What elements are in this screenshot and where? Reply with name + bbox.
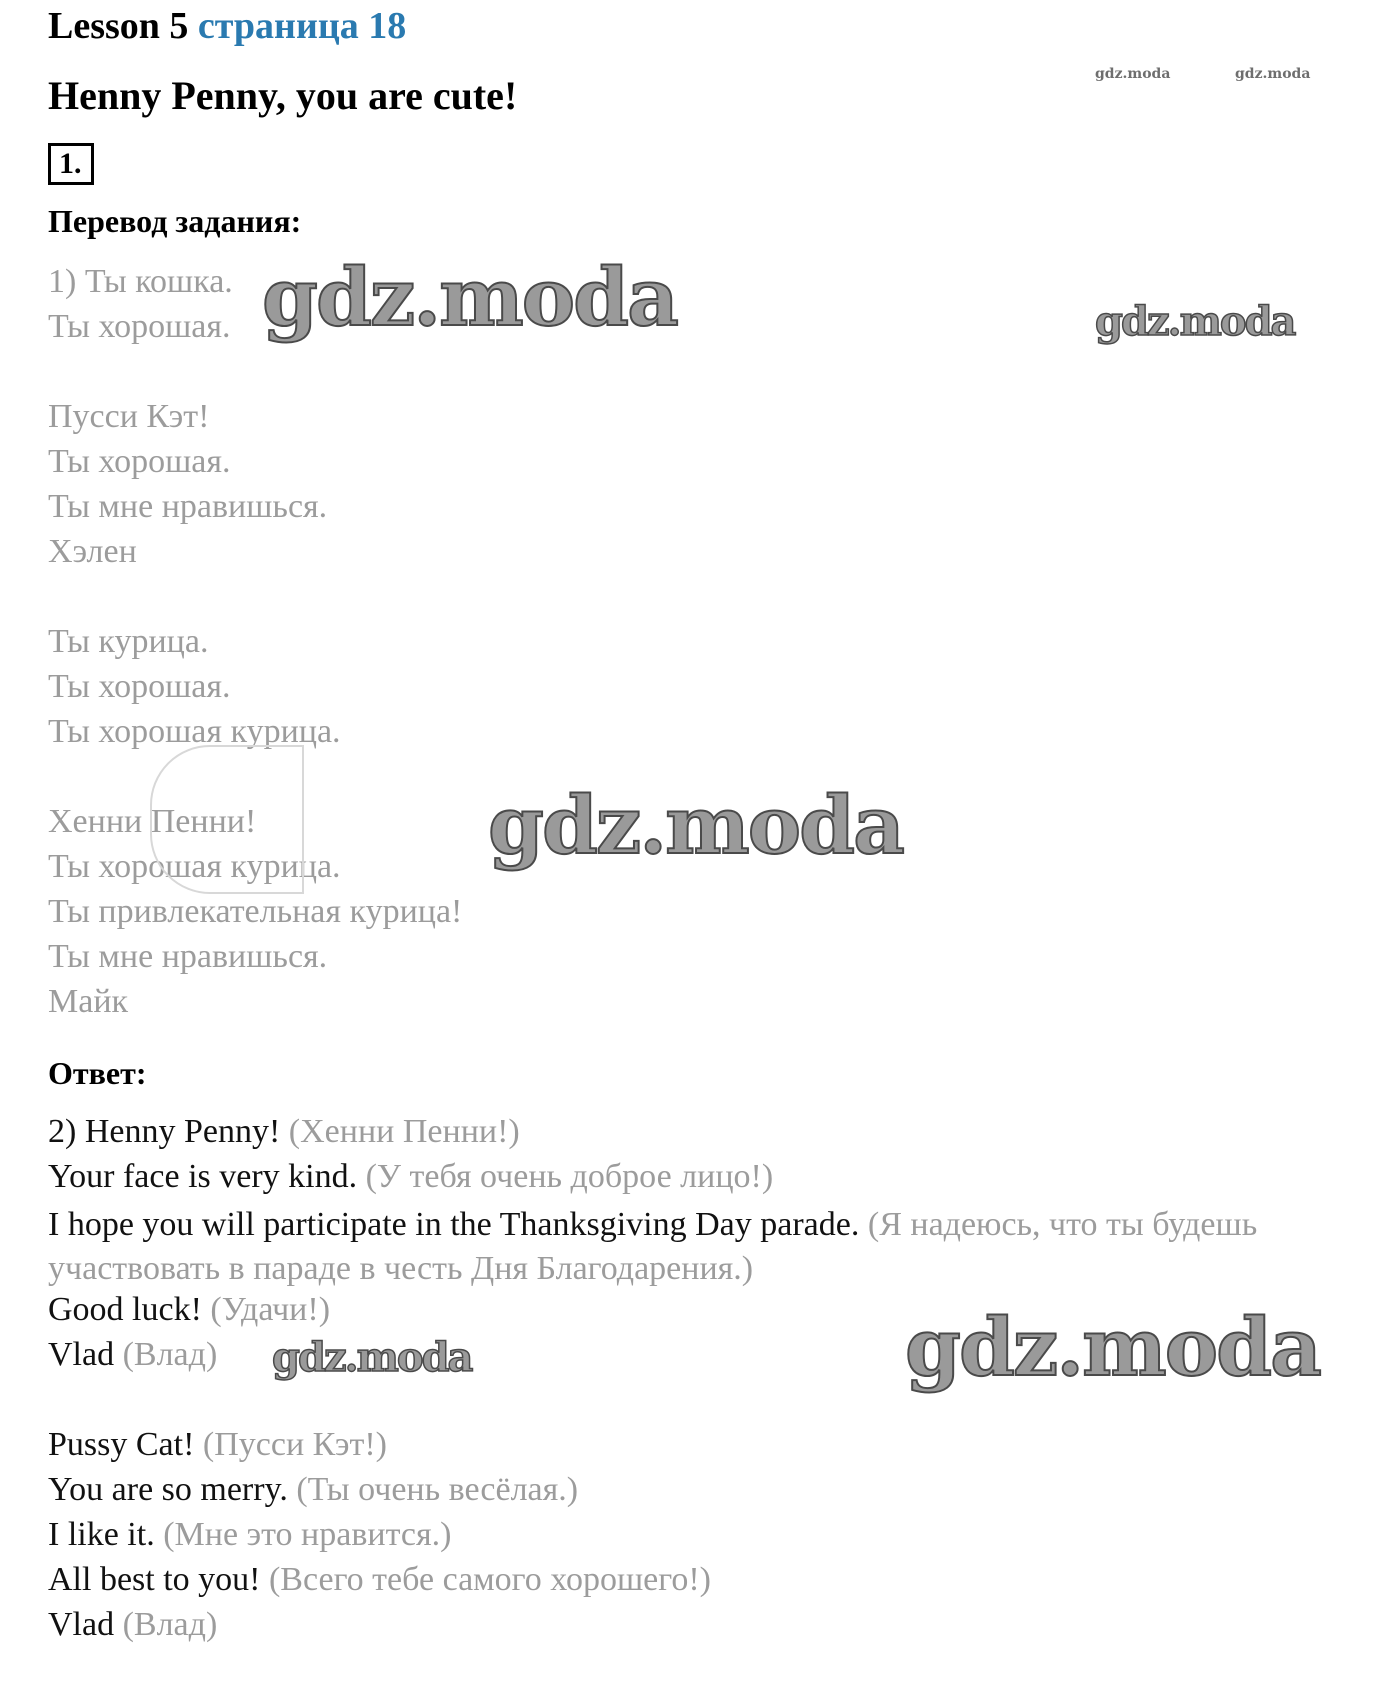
answer-english: I hope you will participate in the Thanksgiving Day parade.	[48, 1206, 860, 1243]
poem-line: Хэлен	[48, 533, 137, 570]
answer-translation: (Влад)	[122, 1606, 218, 1643]
watermark-logo: gdz.moda	[1235, 66, 1311, 82]
answer-line	[48, 1471, 578, 1509]
poem-line: Ты мне нравишься.	[48, 938, 328, 975]
answer-english: Your face is very kind.	[48, 1158, 358, 1195]
answer-english: Pussy Cat!	[48, 1426, 195, 1463]
poem-line: Ты хорошая курица.	[48, 713, 341, 750]
watermark-logo: gdz.moda	[1095, 66, 1171, 82]
poem-line: Пусси Кэт!	[48, 398, 210, 435]
answer-line	[48, 1561, 711, 1599]
task-translation-label: Перевод задания:	[48, 203, 302, 239]
answer-line	[48, 1606, 217, 1644]
poem-line: Ты курица.	[48, 623, 209, 660]
poem-line: Ты хорошая курица.	[48, 848, 341, 885]
watermark-logo: gdz.moda	[272, 1334, 472, 1381]
answer-line	[48, 1516, 451, 1554]
answer-english: I like it.	[48, 1516, 155, 1553]
watermark-logo: gdz.moda	[905, 1300, 1320, 1394]
answer-translation: (Пусси Кэт!)	[202, 1426, 387, 1463]
answer-translation: (Ты очень весёлая.)	[296, 1471, 579, 1508]
watermark-logo: gdz.moda	[488, 778, 903, 872]
poem-line: Майк	[48, 983, 129, 1020]
answer-english: Vlad	[48, 1606, 115, 1643]
answer-translation: (Хенни Пенни!)	[288, 1113, 520, 1150]
answer-translation: (Я надеюсь, что ты будешь участвовать в параде в честь Дня Благодарения.)	[48, 1206, 1258, 1287]
answer-english: 2) Henny Penny!	[48, 1113, 281, 1150]
answer-line	[48, 1291, 330, 1329]
poem-line: Ты мне нравишься.	[48, 488, 328, 525]
answer-translation: (У тебя очень доброе лицо!)	[365, 1158, 774, 1195]
answer-label: Ответ:	[48, 1055, 147, 1091]
lesson-title: Lesson 5	[48, 5, 189, 47]
answer-english: Good luck!	[48, 1291, 202, 1328]
poem-line: Хенни Пенни!	[48, 803, 257, 840]
answer-line	[48, 1158, 773, 1196]
answer-line	[48, 1426, 387, 1464]
poem-line: Ты хорошая.	[48, 308, 231, 345]
answer-translation: (Влад)	[122, 1336, 218, 1373]
answer-line	[48, 1336, 217, 1374]
watermark-logo: gdz.moda	[1095, 298, 1295, 345]
lesson-header	[48, 4, 406, 48]
answer-english: Vlad	[48, 1336, 115, 1373]
page-title: Henny Penny, you are cute!	[48, 73, 518, 118]
answer-translation: (Удачи!)	[210, 1291, 331, 1328]
answer-english: You are so merry.	[48, 1471, 288, 1508]
poem-line: Ты привлекательная курица!	[48, 893, 463, 930]
poem-line: Ты хорошая.	[48, 443, 231, 480]
answer-english: All best to you!	[48, 1561, 261, 1598]
poem-line: 1) Ты кошка.	[48, 263, 233, 300]
page-number: страница 18	[197, 5, 407, 47]
answer-translation: (Всего тебе самого хорошего!)	[268, 1561, 712, 1598]
poem-line: Ты хорошая.	[48, 668, 231, 705]
watermark-logo: gdz.moda	[262, 250, 677, 344]
answer-line	[48, 1113, 520, 1151]
exercise-number: 1.	[48, 143, 94, 185]
ghost-stamp-mark	[150, 745, 304, 894]
answer-translation: (Мне это нравится.)	[163, 1516, 452, 1553]
answer-line	[48, 1203, 1348, 1291]
